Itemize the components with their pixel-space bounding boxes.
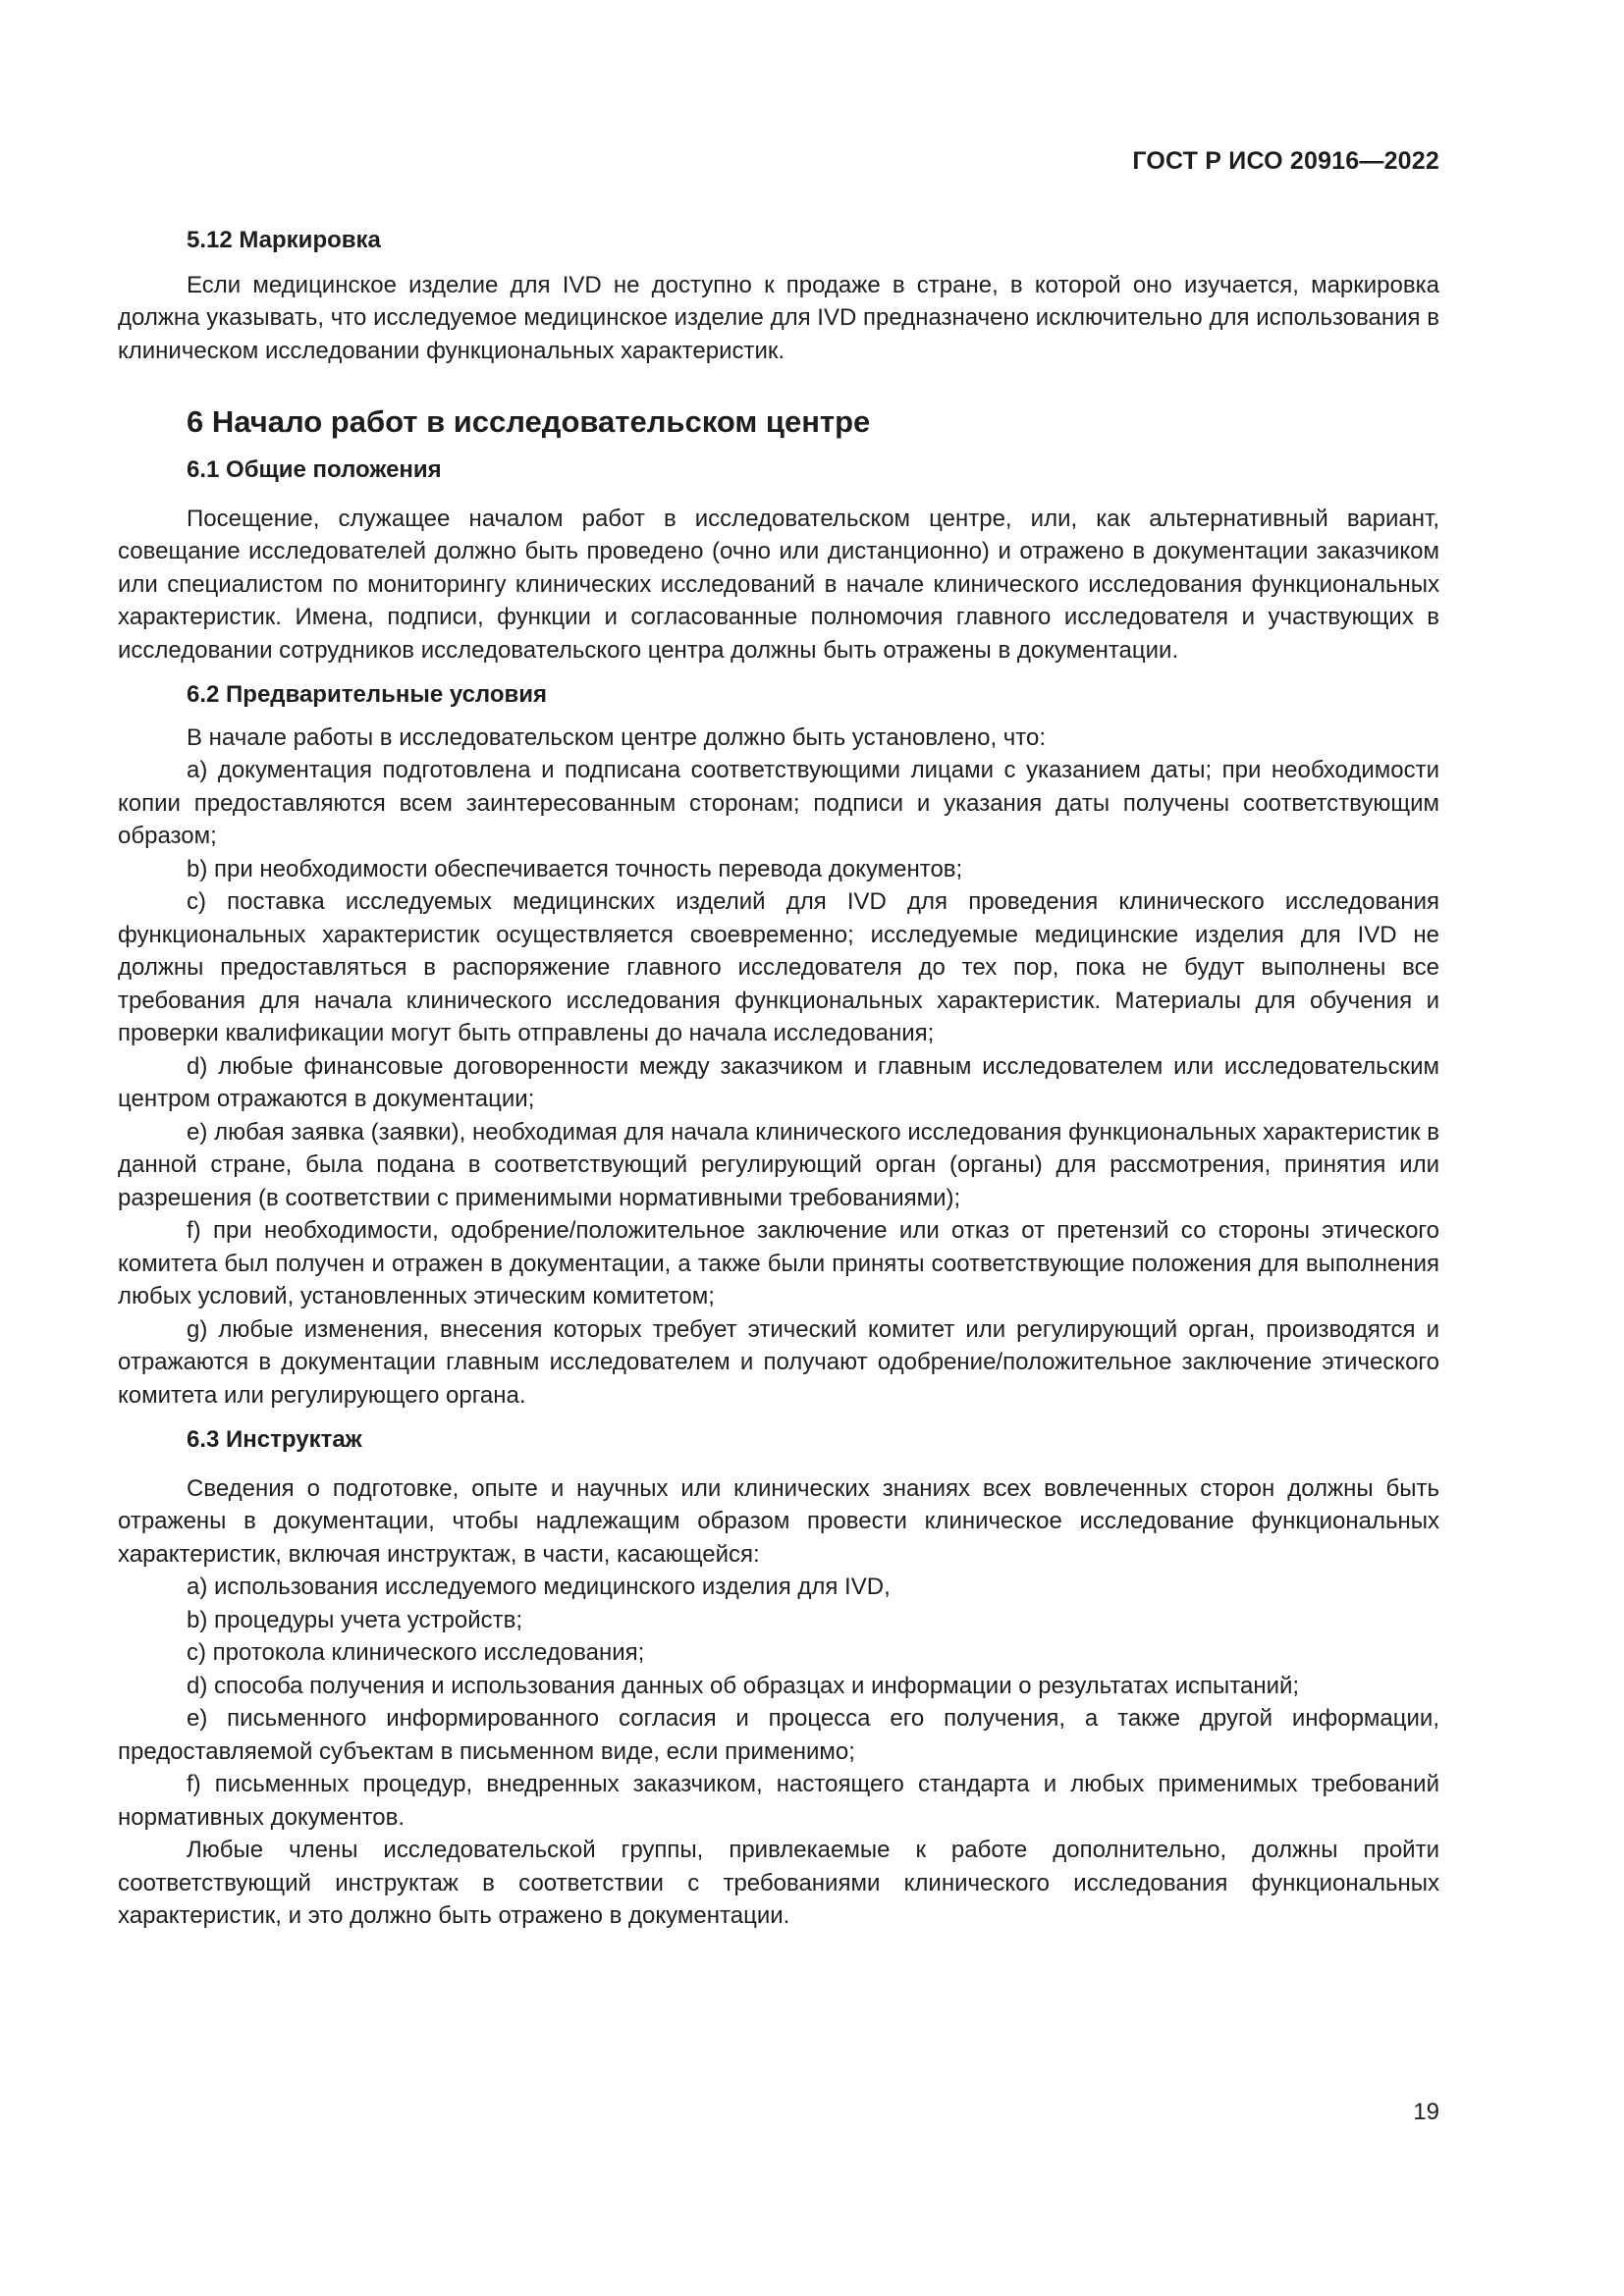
list-item: e) письменного информированного согласия и процесса его получения, а также другой информации, предоставляемой субъектам в письменном виде, если применимо;: [118, 1705, 1439, 1765]
page-number: 19: [1413, 2099, 1439, 2125]
list-item: a) документация подготовлена и подписана соответствующими лицами с указанием даты; при необходимости копии предоставляются всем заинтересованным сторонам; подписи и указания даты получены соответствующим образом;: [118, 757, 1439, 849]
section-heading-6-1: 6.1 Общие положения: [187, 456, 442, 483]
section-intro-6-2: В начале работы в исследовательском центре должно быть установлено, что:: [187, 723, 1047, 751]
list-item: f) при необходимости, одобрение/положительное заключение или отказ от претензий со стороны этического комитета был получен и отражен в документации, а также были приняты соответствующие положения для выполнения любых условий, установленных этическим комитетом;: [118, 1217, 1439, 1309]
list-item: d) любые финансовые договоренности между заказчиком и главным исследователем или исследовательским центром отражаются в документации;: [118, 1052, 1439, 1112]
list-item: b) при необходимости обеспечивается точность перевода документов;: [187, 855, 963, 882]
section-closing-6-3: Любые члены исследовательской группы, привлекаемые к работе дополнительно, должны пройти соответствующий инструктаж в соответствии с требованиями клинического исследования функциональных характеристик, и это должно быть отражено в документации.: [118, 1837, 1439, 1929]
list-item: d) способа получения и использования данных об образцах и информации о результатах испытаний;: [187, 1672, 1300, 1699]
list-item: b) процедуры учета устройств;: [187, 1606, 523, 1633]
section-text-5-12: Если медицинское изделие для IVD не доступно к продаже в стране, в которой оно изучается, маркировка должна указывать, что исследуемое медицинское изделие для IVD предназначено исключительно для использования в клиническом исследовании функциональных характеристик.: [118, 271, 1439, 364]
section-text-6-1: Посещение, служащее началом работ в исследовательском центре, или, как альтернативный вариант, совещание исследователей должно быть проведено (очно или дистанционно) и отражено в документации заказчиком или специалистом по мониторингу клинических исследований в начале клинического исследования функциональных характеристик. Имена, подписи, функции и согласованные полномочия главного исследователя и участвующих в исследовании сотрудников исследовательского центра должны быть отражены в документации.: [118, 505, 1439, 664]
section-heading-6-3: 6.3 Инструктаж: [187, 1426, 362, 1453]
list-item: g) любые изменения, внесения которых требует этический комитет или регулирующий орган, производятся и отражаются в документации главным исследователем и получают одобрение/положительное заключение этического комитета или регулирующего органа.: [118, 1315, 1439, 1409]
section-heading-6-2: 6.2 Предварительные условия: [187, 681, 548, 708]
section-intro-6-3: Сведения о подготовке, опыте и научных или клинических знаниях всех вовлеченных сторон должны быть отражены в документации, чтобы надлежащим образом провести клиническое исследование функциональных характеристик, включая инструктаж, в части, касающейся:: [118, 1474, 1439, 1568]
list-item: a) использования исследуемого медицинского изделия для IVD,: [187, 1574, 891, 1600]
list-item: f) письменных процедур, внедренных заказчиком, настоящего стандарта и любых применимых требований нормативных документов.: [118, 1771, 1439, 1831]
chapter-heading-6: 6 Начало работ в исследовательском центре: [187, 404, 871, 439]
page-content: [118, 224, 1439, 1933]
list-item: c) протокола клинического исследования;: [187, 1639, 645, 1666]
list-item: e) любая заявка (заявки), необходимая для начала клинического исследования функциональных характеристик в данной стране, была подана в соответствующий регулирующий орган (органы) для рассмотрения, принятия или разрешения (в соответствии с применимыми нормативными требованиями);: [118, 1118, 1439, 1211]
section-heading-5-12: 5.12 Маркировка: [187, 227, 381, 253]
standard-code-header: ГОСТ Р ИСО 20916—2022: [1132, 147, 1439, 175]
list-item: c) поставка исследуемых медицинских изделий для IVD для проведения клинического исследования функциональных характеристик осуществляется своевременно; исследуемые медицинские изделия для IVD не должны предоставляться в распоряжение главного исследователя до тех пор, пока не будут выполнены все требования для начала клинического исследования функциональных характеристик. Материалы для обучения и проверки квалификации могут быть отправлены до начала исследования;: [118, 888, 1439, 1046]
